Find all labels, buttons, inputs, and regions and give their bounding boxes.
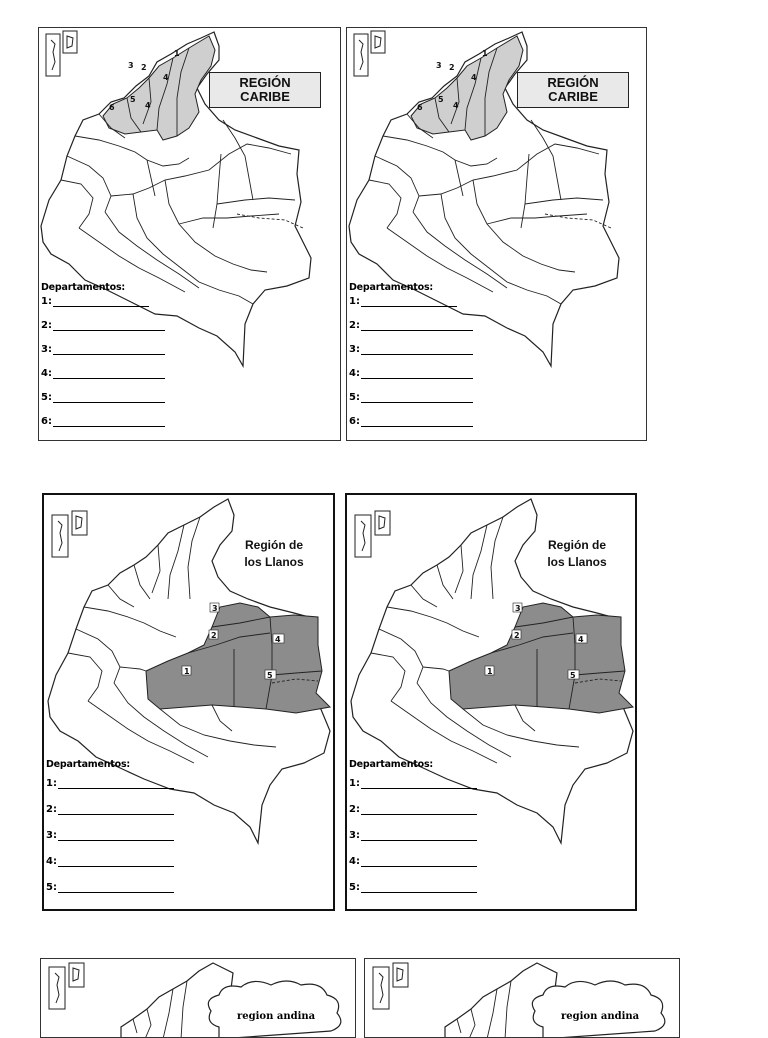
dept-row-1[interactable]: 1: — [46, 778, 174, 789]
answer-line[interactable] — [53, 377, 165, 379]
dept-row-4[interactable]: 4: — [349, 856, 477, 867]
departamentos-list — [46, 759, 174, 893]
answer-line[interactable] — [53, 305, 149, 307]
svg-text:3: 3 — [128, 61, 134, 70]
svg-text:5: 5 — [570, 671, 576, 680]
answer-line[interactable] — [53, 353, 165, 355]
dept-row-2[interactable]: 2: — [349, 804, 477, 815]
title-line1: Región de — [547, 538, 606, 552]
dept-row-3[interactable]: 3: — [46, 830, 174, 841]
dept-row-5[interactable]: 5: — [41, 392, 165, 403]
svg-text:6: 6 — [109, 103, 115, 112]
llanos-card-left — [42, 493, 335, 911]
dept-row-3[interactable]: 3: — [41, 344, 165, 355]
svg-text:4: 4 — [453, 101, 459, 110]
svg-text:4: 4 — [145, 101, 151, 110]
answer-line[interactable] — [361, 305, 457, 307]
dept-row-4[interactable]: 4: — [41, 368, 165, 379]
title-line1: REGIÓN — [239, 75, 291, 90]
region-title — [222, 537, 326, 571]
answer-line[interactable] — [58, 839, 174, 841]
andina-card-left — [40, 958, 356, 1038]
svg-text:2: 2 — [514, 631, 520, 640]
svg-text:4: 4 — [275, 635, 281, 644]
svg-text:2: 2 — [449, 63, 455, 72]
departamentos-list — [41, 282, 165, 427]
caribe-card-left — [38, 27, 341, 441]
island-insets — [45, 30, 81, 83]
answer-line[interactable] — [361, 891, 477, 893]
answer-line[interactable] — [361, 425, 473, 427]
answer-line[interactable] — [361, 377, 473, 379]
svg-text:3: 3 — [436, 61, 442, 70]
svg-text:4: 4 — [163, 73, 169, 82]
island-insets — [353, 30, 389, 83]
cloud-shape — [201, 977, 351, 1038]
island-insets — [50, 509, 90, 564]
dept-row-1[interactable]: 1: — [349, 778, 477, 789]
dept-row-1[interactable]: 1: — [349, 296, 473, 307]
answer-line[interactable] — [58, 787, 174, 789]
svg-text:1: 1 — [174, 49, 180, 58]
svg-text:5: 5 — [130, 95, 136, 104]
dept-row-5[interactable]: 5: — [46, 882, 174, 893]
departamentos-header: Departamentos: — [349, 759, 434, 770]
cloud-label: region andina — [237, 1011, 316, 1022]
answer-line[interactable] — [53, 425, 165, 427]
dept-row-1[interactable]: 1: — [41, 296, 165, 307]
dept-row-2[interactable]: 2: — [41, 320, 165, 331]
andina-card-right — [364, 958, 680, 1038]
svg-text:2: 2 — [141, 63, 147, 72]
departamentos-header: Departamentos: — [349, 282, 434, 293]
dept-row-6[interactable]: 6: — [349, 416, 473, 427]
cloud-label: region andina — [561, 1011, 640, 1022]
dept-row-2[interactable]: 2: — [46, 804, 174, 815]
title-line2: CARIBE — [548, 89, 598, 104]
island-insets — [371, 961, 411, 1016]
answer-line[interactable] — [58, 813, 174, 815]
cloud-shape — [525, 977, 675, 1038]
answer-line[interactable] — [361, 353, 473, 355]
dept-row-4[interactable]: 4: — [349, 368, 473, 379]
svg-text:2: 2 — [211, 631, 217, 640]
svg-text:5: 5 — [267, 671, 273, 680]
dept-row-6[interactable]: 6: — [41, 416, 165, 427]
region-title — [209, 72, 321, 108]
departamentos-list — [349, 759, 477, 893]
answer-line[interactable] — [361, 401, 473, 403]
svg-text:6: 6 — [417, 103, 423, 112]
answer-line[interactable] — [53, 329, 165, 331]
svg-text:3: 3 — [515, 604, 521, 613]
island-insets — [353, 509, 393, 564]
departamentos-header: Departamentos: — [46, 759, 131, 770]
answer-line[interactable] — [361, 813, 477, 815]
llanos-card-right — [345, 493, 637, 911]
answer-line[interactable] — [58, 891, 174, 893]
answer-line[interactable] — [361, 839, 477, 841]
region-title — [517, 72, 629, 108]
dept-row-4[interactable]: 4: — [46, 856, 174, 867]
title-line2: los Llanos — [244, 555, 304, 569]
dept-row-3[interactable]: 3: — [349, 830, 477, 841]
title-line2: CARIBE — [240, 89, 290, 104]
title-line1: Región de — [244, 538, 303, 552]
dept-row-5[interactable]: 5: — [349, 882, 477, 893]
island-insets — [47, 961, 87, 1016]
dept-row-5[interactable]: 5: — [349, 392, 473, 403]
answer-line[interactable] — [361, 329, 473, 331]
svg-text:1: 1 — [184, 667, 190, 676]
answer-line[interactable] — [58, 865, 174, 867]
departamentos-list — [349, 282, 473, 427]
departamentos-header: Departamentos: — [41, 282, 126, 293]
answer-line[interactable] — [53, 401, 165, 403]
answer-line[interactable] — [361, 865, 477, 867]
dept-row-2[interactable]: 2: — [349, 320, 473, 331]
svg-text:1: 1 — [482, 49, 488, 58]
title-line2: los Llanos — [547, 555, 607, 569]
dept-row-3[interactable]: 3: — [349, 344, 473, 355]
svg-text:1: 1 — [487, 667, 493, 676]
region-title — [525, 537, 629, 571]
caribe-card-right — [346, 27, 647, 441]
title-line1: REGIÓN — [547, 75, 599, 90]
svg-text:3: 3 — [212, 604, 218, 613]
svg-text:4: 4 — [471, 73, 477, 82]
answer-line[interactable] — [361, 787, 477, 789]
svg-text:5: 5 — [438, 95, 444, 104]
svg-text:4: 4 — [578, 635, 584, 644]
